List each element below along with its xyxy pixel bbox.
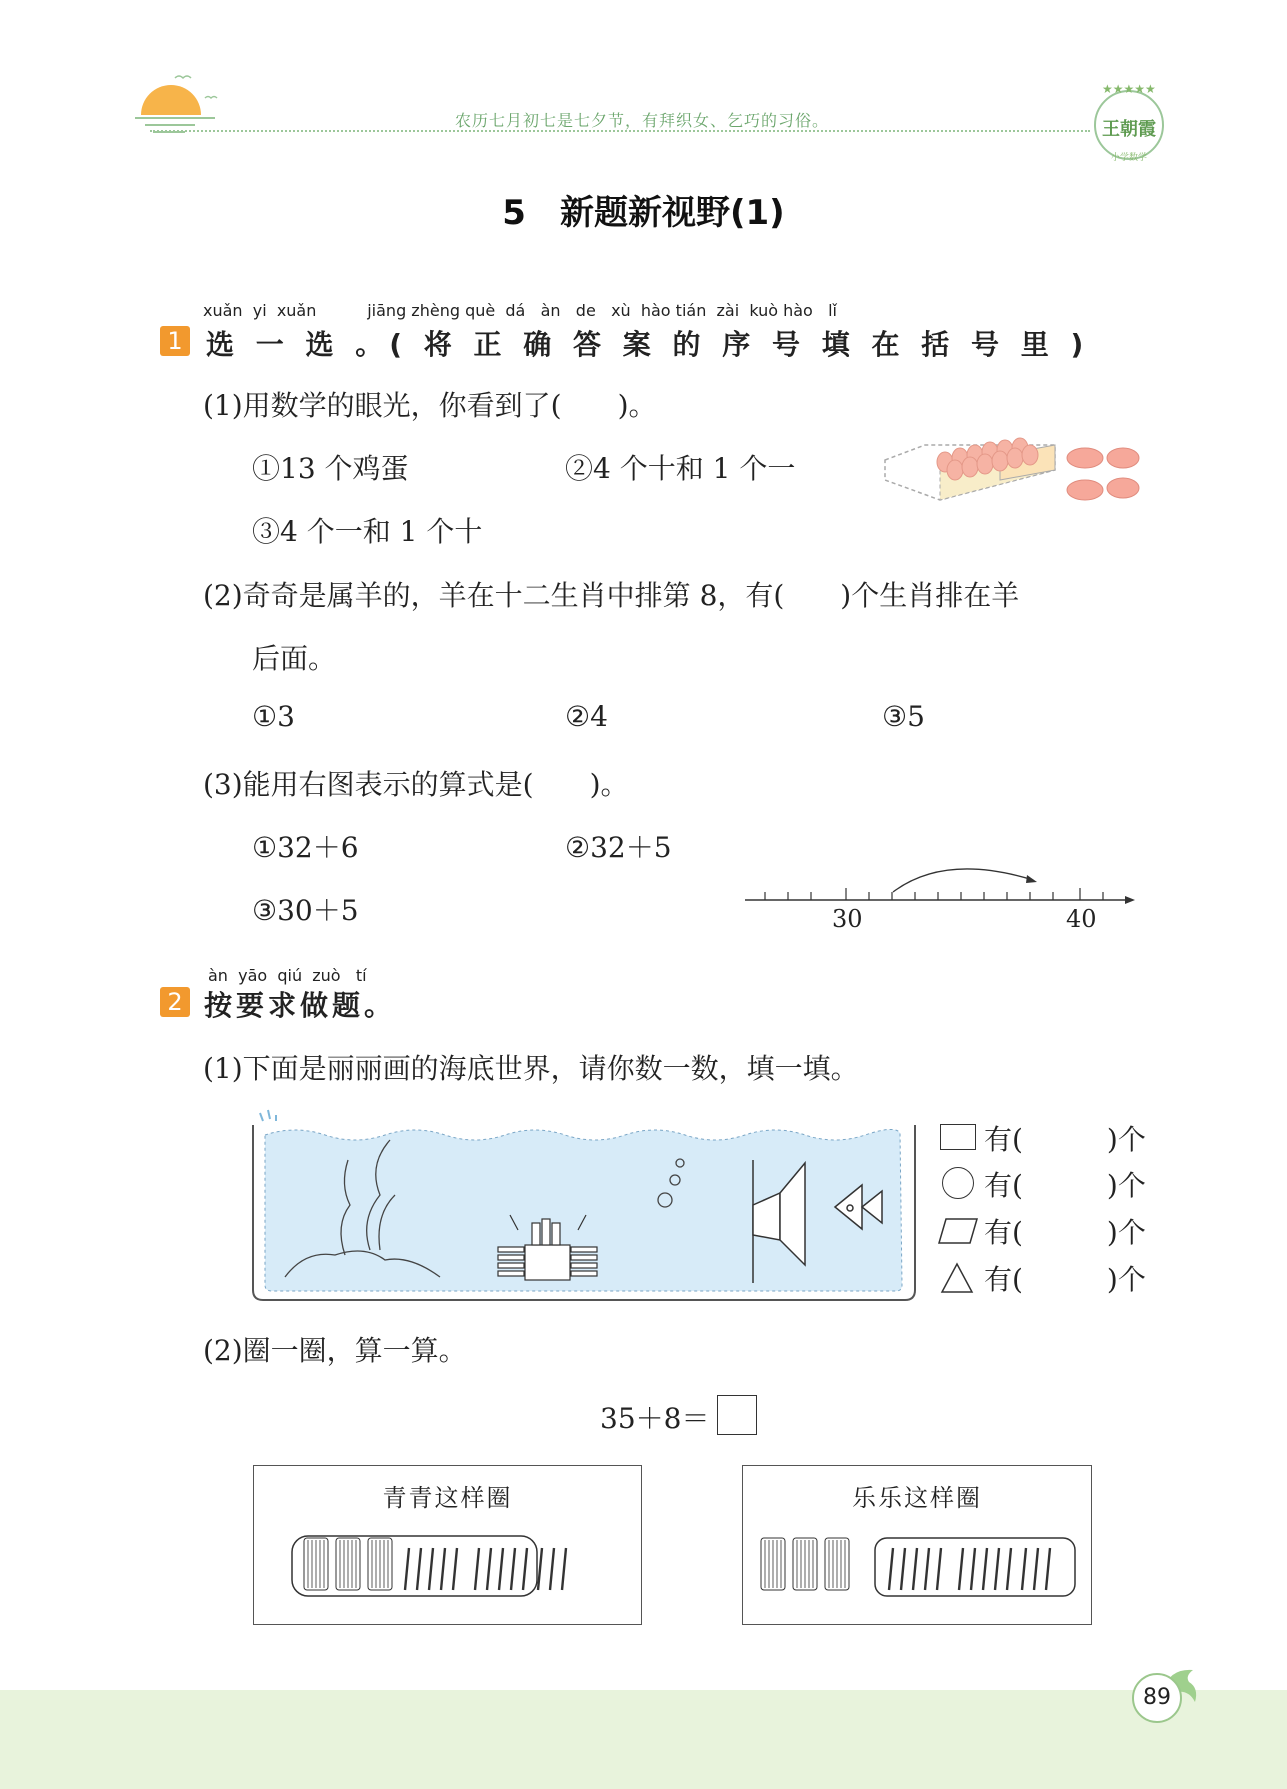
q1-1-option-3[interactable]: ③4 个一和 1 个十 — [252, 515, 483, 548]
q1-2-stem-line2: 后面。 — [252, 642, 337, 675]
q2-1-stem: (1)下面是丽丽画的海底世界，请你数一数，填一填。 — [203, 1052, 859, 1085]
square-icon — [940, 1124, 976, 1150]
brand-name: 王朝霞 — [1102, 119, 1156, 140]
q1-2-option-3[interactable]: ③5 — [882, 700, 925, 733]
circle-count-label[interactable]: 有( )个 — [984, 1169, 1146, 1202]
section2-number: 2 — [160, 987, 190, 1017]
box-qingqing-title: 青青这样圈 — [382, 1484, 513, 1512]
svg-text:★★★★★: ★★★★★ — [1102, 82, 1156, 96]
footer-band — [0, 1690, 1287, 1789]
parallelogram-count-label[interactable]: 有( )个 — [984, 1216, 1146, 1249]
parallelogram-icon — [938, 1218, 978, 1244]
triangle-count-label[interactable]: 有( )个 — [984, 1263, 1146, 1296]
egg-carton-illustration — [880, 430, 1140, 520]
section1-heading: 选 一 选 。( 将 正 确 答 案 的 序 号 填 在 括 号 里 ) — [206, 328, 1090, 361]
circle-icon — [942, 1167, 974, 1199]
box-qingqing — [253, 1465, 642, 1625]
q1-1-option-1[interactable]: ①13 个鸡蛋 — [252, 452, 409, 485]
page-title: 5 新题新视野(1) — [502, 193, 785, 233]
box-lele-title: 乐乐这样圈 — [852, 1484, 982, 1512]
triangle-icon — [940, 1262, 974, 1294]
q1-1-option-2[interactable]: ②4 个十和 1 个一 — [565, 452, 796, 485]
page-number: 89 — [1132, 1673, 1182, 1723]
q2-2-stem: (2)圈一圈，算一算。 — [203, 1334, 467, 1367]
aquarium-illustration — [250, 1105, 920, 1305]
sticks-lele — [755, 1526, 1085, 1606]
q1-2-option-2[interactable]: ②4 — [565, 700, 608, 733]
equation: 35＋8＝ — [600, 1402, 710, 1435]
q1-2-stem-line1: (2)奇奇是属羊的，羊在十二生肖中排第 8，有( )个生肖排在羊 — [203, 579, 1020, 612]
sticks-qingqing — [284, 1526, 624, 1606]
q1-3-stem: (3)能用右图表示的算式是( )。 — [203, 768, 629, 801]
q1-2-option-1[interactable]: ①3 — [252, 700, 295, 733]
brand-badge — [1090, 75, 1168, 165]
q1-3-option-3[interactable]: ③30＋5 — [252, 894, 359, 927]
axis-label-30: 30 — [832, 905, 863, 933]
answer-box[interactable] — [717, 1395, 757, 1435]
q1-1-stem: (1)用数学的眼光，你看到了( )。 — [203, 389, 657, 422]
section1-number: 1 — [160, 326, 190, 356]
svg-text:小学数学: 小学数学 — [1110, 153, 1148, 163]
axis-label-40: 40 — [1066, 905, 1097, 933]
section2-pinyin: àn yāo qiú zuò tí — [208, 966, 367, 985]
box-lele — [742, 1465, 1092, 1625]
q1-3-option-1[interactable]: ①32＋6 — [252, 831, 359, 864]
header-tip: 农历七月初七是七夕节，有拜织女、乞巧的习俗。 — [455, 111, 830, 130]
section1-pinyin: xuǎn yi xuǎn jiāng zhèng què dá àn de xù hào tián zài kuò hào lǐ — [203, 301, 837, 320]
q1-3-option-2[interactable]: ②32＋5 — [565, 831, 672, 864]
square-count-label[interactable]: 有( )个 — [984, 1123, 1146, 1156]
section2-heading: 按要求做题。 — [204, 989, 397, 1022]
